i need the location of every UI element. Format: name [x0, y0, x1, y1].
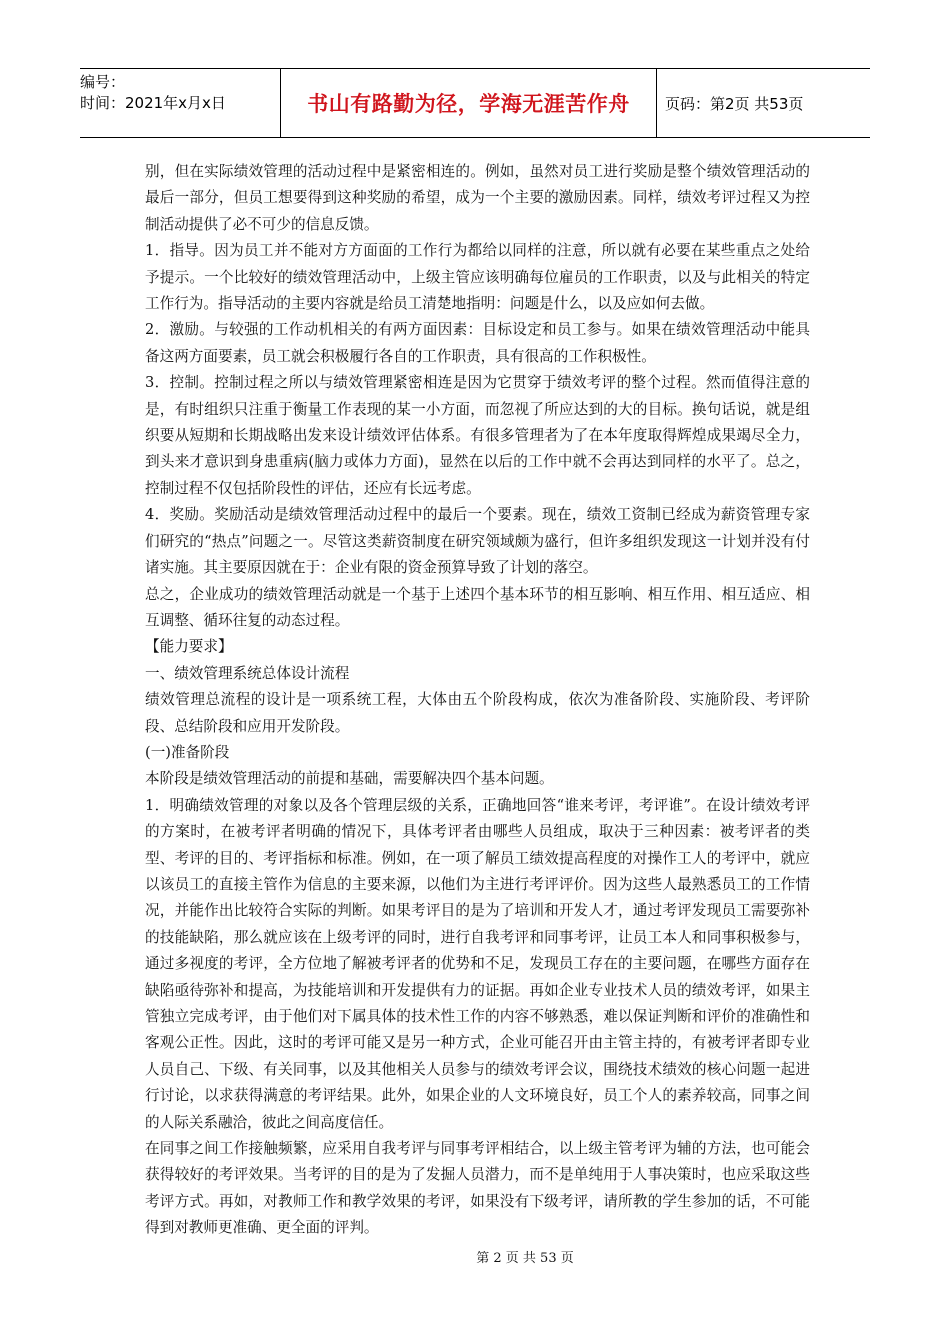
- header-motto: 书山有路勤为径，学海无涯苦作舟: [281, 69, 657, 137]
- paragraph: 3．控制。控制过程之所以与绩效管理紧密相连是因为它贯穿于绩效考评的整个过程。然而值得注意的是，有时组织只注重于衡量工作表现的某一小方面，而忽视了所应达到的大的目标。换句话说，就是组织要从短期和长期战略出发来设计绩效评估体系。有很多管理者为了在本年度取得辉煌成果竭尽全力，到头来才意识到身患重病(脑力或体力方面)，显然在以后的工作中就不会再达到同样的水平了。总之，控制过程不仅包括阶段性的评估，还应有长远考虑。: [145, 374, 810, 497]
- paragraph: 本阶段是绩效管理活动的前提和基础，需要解决四个基本问题。: [145, 770, 554, 788]
- paragraph: 别，但在实际绩效管理的活动过程中是紧密相连的。例如，虽然对员工进行奖励是整个绩效管理活动的最后一部分，但员工想要得到这种奖励的希望，成为一个主要的激励因素。同样，绩效考评过程又为控制活动提供了必不可少的信息反馈。: [145, 163, 810, 233]
- section-heading: 一、绩效管理系统总体设计流程: [145, 664, 350, 682]
- paragraph: 绩效管理总流程的设计是一项系统工程，大体由五个阶段构成，依次为准备阶段、实施阶段、考评阶段、总结阶段和应用开发阶段。: [145, 691, 810, 735]
- document-number: 编号：: [80, 73, 126, 91]
- page-footer: 第 2 页 共 53 页: [476, 1251, 574, 1266]
- document-date: 时间：2021年x月x日: [80, 94, 226, 112]
- header-page-info: 页码：第2页 共53页: [665, 94, 804, 113]
- page-header: [80, 68, 870, 138]
- body-text: [145, 159, 810, 1242]
- paragraph: 在同事之间工作接触频繁，应采用自我考评与同事考评相结合，以上级主管考评为辅的方法，也可能会获得较好的考评效果。当考评的目的是为了发掘人员潜力，而不是单纯用于人事决策时，也应采取这些考评方式。再如，对教师工作和教学效果的考评，如果没有下级考评，请所教的学生参加的话，不可能得到对教师更准确、更全面的评判。: [145, 1140, 810, 1237]
- header-meta: [80, 69, 281, 137]
- paragraph: 2．激励。与较强的工作动机相关的有两方面因素：目标设定和员工参与。如果在绩效管理活动中能具备这两方面要素，员工就会积极履行各自的工作职责，具有很高的工作积极性。: [145, 321, 810, 365]
- subsection-heading: (一)准备阶段: [145, 743, 230, 761]
- paragraph: 1．明确绩效管理的对象以及各个管理层级的关系，正确地回答“谁来考评，考评谁”。在设计绩效考评的方案时，在被考评者明确的情况下，具体考评者由哪些人员组成，取决于三种因素：被考评者的类型、考评的目的、考评指标和标准。例如，在一项了解员工绩效提高程度的对操作工人的考评中，就应以该员工的直接主管作为信息的主要来源，以他们为主进行考评评价。因为这些人最熟悉员工的工作情况，并能作出比较符合实际的判断。如果考评目的是为了培训和开发人才，通过考评发现员工需要弥补的技能缺陷，那么就应该在上级考评的同时，进行自我考评和同事考评，让员工本人和同事积极参与，通过多视度的考评，全方位地了解被考评者的优势和不足，发现员工存在的主要问题，在哪些方面存在缺陷亟待弥补和提高，为技能培训和开发提供有力的证据。再如企业专业技术人员的绩效考评，如果主管独立完成考评，由于他们对下属具体的技术性工作的内容不够熟悉，难以保证判断和评价的准确性和客观公正性。因此，这时的考评可能又是另一种方式，企业可能召开由主管主持的，有被考评者即专业人员自己、下级、有关同事，以及其他相关人员参与的绩效考评会议，围绕技术绩效的核心问题一起进行讨论，以求获得满意的考评结果。此外，如果企业的人文环境良好，员工个人的素养较高，同事之间的人际关系融洽，彼此之间高度信任。: [145, 796, 810, 1131]
- paragraph: 1．指导。因为员工并不能对方方面面的工作行为都给以同样的注意，所以就有必要在某些重点之处给予提示。一个比较好的绩效管理活动中，上级主管应该明确每位雇员的工作职责，以及与此相关的特定工作行为。指导活动的主要内容就是给员工清楚地指明：问题是什么，以及应如何去做。: [145, 242, 810, 313]
- paragraph: 4．奖励。奖励活动是绩效管理活动过程中的最后一个要素。现在，绩效工资制已经成为薪资管理专家们研究的“热点”问题之一。尽管这类薪资制度在研究领域颇为盛行，但许多组织发现这一计划并没有付诸实施。其主要原因就在于：企业有限的资金预算导致了计划的落空。: [145, 506, 810, 577]
- section-label: 【能力要求】: [145, 638, 233, 656]
- paragraph: 总之，企业成功的绩效管理活动就是一个基于上述四个基本环节的相互影响、相互作用、相互适应、相互调整、循环往复的动态过程。: [145, 585, 810, 629]
